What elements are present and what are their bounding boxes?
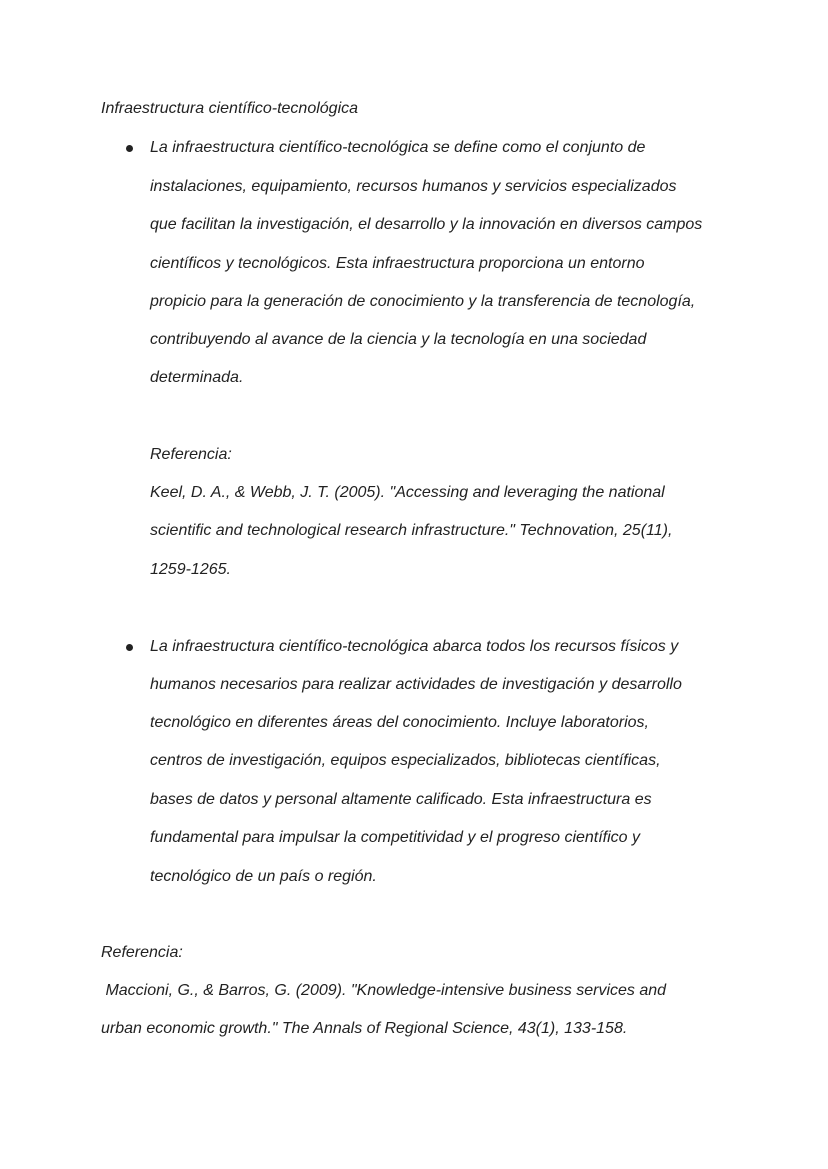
bullet2-line: centros de investigación, equipos especializados, bibliotecas científicas, [150, 752, 661, 769]
reference-line: scientific and technological research infrastructure." Technovation, 25(11), [150, 522, 673, 539]
reference-line: 1259-1265. [150, 561, 231, 578]
bullet2-line: La infraestructura científico-tecnológica abarca todos los recursos físicos y [150, 638, 679, 655]
bullet1-line: científicos y tecnológicos. Esta infraestructura proporciona un entorno [150, 255, 645, 272]
bullet2-line: fundamental para impulsar la competitividad y el progreso científico y [150, 829, 641, 846]
reference2-label: Referencia: [101, 944, 183, 961]
bullet1-line: propicio para la generación de conocimiento y la transferencia de tecnología, [150, 293, 696, 310]
reference-line: Keel, D. A., & Webb, J. T. (2005). "Accessing and leveraging the national [150, 484, 665, 501]
bullet1-line: que facilitan la investigación, el desarrollo y la innovación en diversos campos [150, 216, 703, 233]
bullet1-line: La infraestructura científico-tecnológica se define como el conjunto de [150, 139, 646, 156]
section-heading: Infraestructura científico-tecnológica [101, 100, 359, 117]
bullet1-line: contribuyendo al avance de la ciencia y la tecnología en una sociedad [150, 331, 647, 348]
bullet-icon [126, 145, 133, 152]
bullet1-line: determinada. [150, 369, 244, 386]
bullet1-line: instalaciones, equipamiento, recursos humanos y servicios especializados [150, 178, 677, 195]
bullet-icon [126, 644, 133, 651]
bullet2-line: tecnológico de un país o región. [150, 868, 377, 885]
reference2-line: urban economic growth." The Annals of Regional Science, 43(1), 133-158. [101, 1020, 628, 1037]
bullet2-line: bases de datos y personal altamente calificado. Esta infraestructura es [150, 791, 652, 808]
reference-label: Referencia: [150, 446, 232, 463]
bullet2-line: tecnológico en diferentes áreas del conocimiento. Incluye laboratorios, [150, 714, 649, 731]
bullet2-line: humanos necesarios para realizar actividades de investigación y desarrollo [150, 676, 682, 693]
reference2-line: Maccioni, G., & Barros, G. (2009). "Knowledge-intensive business services and [101, 982, 667, 999]
